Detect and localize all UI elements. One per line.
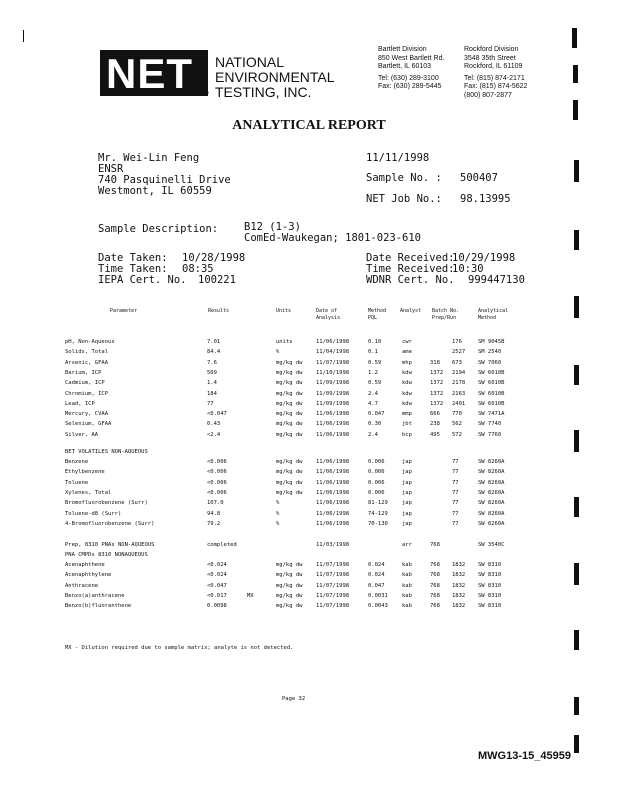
cell-parameter: Bromofluorobenzene (Surr)	[65, 500, 148, 507]
cell-pql: 81-129	[368, 500, 388, 507]
cell-method: SW 7060	[478, 359, 502, 366]
job-no: 98.13995	[460, 193, 511, 205]
cell-method: SW 8260A	[478, 479, 505, 486]
cell-method: SW 8310	[478, 572, 502, 579]
time-taken: 08:35	[182, 263, 214, 275]
cell-pql: 0.59	[368, 359, 382, 366]
cell-run: 77	[452, 510, 459, 517]
cell-analyst: jap	[402, 489, 412, 496]
cell-prep: 768	[430, 582, 440, 589]
cell-analyst: mhp	[402, 359, 412, 366]
client-city: Westmont, IL 60559	[98, 185, 212, 197]
cell-run: 2527	[452, 349, 466, 356]
cell-pql: 4.7	[368, 400, 378, 407]
cell-result: <0.006	[207, 489, 227, 496]
cell-result: <0.017	[207, 592, 227, 599]
cell-result: 77	[207, 400, 214, 407]
cell-prep: 1372	[430, 380, 444, 387]
cell-pql: 70-130	[368, 520, 388, 527]
document-id: MWG13-15_45959	[478, 750, 571, 762]
cell-run: 770	[452, 411, 462, 418]
col-analytical-method: Analytical Method	[478, 308, 509, 321]
date-received-label: Date Received:	[366, 252, 455, 264]
cell-pql: 0.006	[368, 479, 385, 486]
cell-prep: 1372	[430, 369, 444, 376]
pna-section-heading: PNA CMPDs 8310 NONAQUEOUS	[65, 552, 148, 558]
cell-result: 84.4	[207, 349, 221, 356]
cell-analyst: jap	[402, 469, 412, 476]
col-method-pql: Method PQL	[368, 308, 387, 321]
cell-analyst: kab	[402, 603, 412, 610]
cell-date: 11/07/1998	[316, 359, 350, 366]
cell-pql: 0.30	[368, 421, 382, 428]
cell-date: 11/09/1998	[316, 380, 350, 387]
cell-run: 2401	[452, 400, 466, 407]
cell-method: SM 2540	[478, 349, 502, 356]
cell-run: 1832	[452, 592, 466, 599]
cell-date: 11/06/1998	[316, 469, 350, 476]
sample-no-label: Sample No. :	[366, 172, 442, 184]
date-taken-label: Date Taken:	[98, 252, 168, 264]
cell-pql: 1.2	[368, 369, 378, 376]
cell-analyst: ame	[402, 349, 412, 356]
report-date: 11/11/1998	[366, 152, 430, 164]
footnote: MX - Dilution required due to sample matrix; analyte is not detected.	[65, 645, 294, 651]
cell-result: <0.006	[207, 459, 227, 465]
cell-units: mg/kg dw	[276, 469, 303, 476]
cell-date: 11/06/1998	[316, 339, 350, 345]
cell-run: 1832	[452, 562, 466, 568]
cell-pql: 0.1	[368, 349, 378, 356]
iepa-label: IEPA Cert. No.	[98, 274, 187, 286]
margin-mark	[574, 497, 579, 517]
cell-date: 11/09/1998	[316, 400, 350, 407]
cell-run: 673	[452, 359, 462, 366]
cell-prep: 318	[430, 359, 440, 366]
cell-units: mg/kg dw	[276, 421, 303, 428]
wdnr-cert: 999447130	[468, 274, 525, 286]
cell-analyst: kdw	[402, 400, 412, 407]
cell-method: SW 3540C	[478, 542, 505, 548]
margin-mark	[573, 65, 578, 83]
cell-date: 11/10/1998	[316, 369, 350, 376]
cell-analyst: mmp	[402, 411, 412, 418]
cell-units: mg/kg dw	[276, 489, 303, 496]
cell-units: mg/kg dw	[276, 390, 303, 397]
cell-parameter: Solids, Total	[65, 349, 109, 356]
cell-method: SW 7760	[478, 431, 502, 438]
corner-mark	[23, 30, 24, 42]
margin-mark	[574, 296, 579, 318]
cell-method: SW 8260A	[478, 510, 505, 517]
cell-run: 77	[452, 479, 459, 486]
cell-date: 11/06/1998	[316, 431, 350, 438]
cell-analyst: kab	[402, 582, 412, 589]
time-taken-label: Time Taken:	[98, 263, 168, 275]
iepa-cert: 100221	[198, 274, 236, 286]
cell-analyst: bcp	[402, 431, 412, 438]
cell-run: 562	[452, 421, 462, 428]
cell-analyst: kab	[402, 562, 412, 568]
cell-units: %	[276, 500, 280, 507]
cell-parameter: Toluene	[65, 479, 89, 486]
cell-run: 77	[452, 500, 459, 507]
cell-pql: 2.4	[368, 431, 378, 438]
cell-prep: 1372	[430, 400, 444, 407]
cell-prep: 1372	[430, 390, 444, 397]
cell-parameter: Mercury, CVAA	[65, 411, 109, 418]
cell-method: SW 8260A	[478, 500, 505, 507]
cell-units: mg/kg dw	[276, 459, 303, 465]
cell-units: mg/kg dw	[276, 479, 303, 486]
cell-pql: 0.024	[368, 572, 385, 579]
cell-parameter: Selenium, GFAA	[65, 421, 112, 428]
cell-units: mg/kg dw	[276, 411, 303, 418]
cell-parameter: Xylenes, Total	[65, 489, 112, 496]
cell-analyst: kab	[402, 592, 412, 599]
cell-date: 11/06/1998	[316, 459, 350, 465]
cell-parameter: Chromium, ICP	[65, 390, 109, 397]
cell-prep: 768	[430, 572, 440, 579]
cell-date: 11/06/1998	[316, 421, 350, 428]
col-results: Results	[208, 308, 230, 314]
cell-parameter: pH, Non-Aqueous	[65, 339, 115, 345]
cell-pql: 0.047	[368, 411, 385, 418]
cell-units: mg/kg dw	[276, 572, 303, 579]
cell-prep: 666	[430, 411, 440, 418]
cell-analyst: cwr	[402, 339, 412, 345]
col-analyst: Analyst	[400, 308, 422, 314]
cell-analyst: kdw	[402, 390, 412, 397]
cell-analyst: kab	[402, 572, 412, 579]
client-name: Mr. Wei-Lin Feng	[98, 152, 200, 164]
cell-pql: 2.4	[368, 390, 378, 397]
cell-method: SM 9045B	[478, 339, 505, 345]
cell-analyst: jap	[402, 459, 412, 465]
cell-parameter: Prep, 8310 PNAs NON-AQUEOUS	[65, 542, 155, 548]
cell-units: mg/kg dw	[276, 359, 303, 366]
cell-analyst: jap	[402, 479, 412, 486]
cell-parameter: Toluene-d8 (Surr)	[65, 510, 122, 517]
cell-result: <0.006	[207, 479, 227, 486]
sample-desc-line2: ComEd-Waukegan; 1801-023-610	[244, 232, 422, 244]
bartlett-division: Bartlett Division 850 West Bartlett Rd. Bartlett, IL 60103 Tel: (630) 289-3100 Fax: (630) 289-5445	[378, 46, 445, 90]
cell-parameter: 4-Bromofluorobenzene (Surr)	[65, 520, 155, 527]
cell-date: 11/06/1998	[316, 520, 350, 527]
sample-no: 500407	[460, 172, 498, 184]
cell-date: 11/06/1998	[316, 489, 350, 496]
cell-units: mg/kg dw	[276, 400, 303, 407]
cell-result: 509	[207, 369, 217, 376]
margin-mark	[574, 630, 579, 650]
cell-units: mg/kg dw	[276, 380, 303, 387]
margin-mark	[574, 563, 579, 585]
client-street: 740 Pasquinelli Drive	[98, 174, 231, 186]
cell-parameter: Benzo(a)anthracene	[65, 592, 125, 599]
cell-result: 0.43	[207, 421, 221, 428]
cell-date: 11/06/1998	[316, 500, 350, 507]
cell-analyst: jap	[402, 500, 412, 507]
cell-result: <2.4	[207, 431, 221, 438]
cell-method: SW 8310	[478, 562, 502, 568]
cell-method: SW 6010B	[478, 390, 505, 397]
margin-mark	[574, 430, 579, 452]
cell-units: %	[276, 520, 280, 527]
col-date-of-analysis: Date of Analysis	[316, 308, 341, 321]
cell-units: mg/kg dw	[276, 369, 303, 376]
cell-parameter: Anthracene	[65, 582, 99, 589]
cell-analyst: jbt	[402, 421, 412, 428]
cell-units: mg/kg dw	[276, 562, 303, 568]
cell-date: 11/07/1998	[316, 603, 350, 610]
cell-analyst: arr	[402, 542, 412, 548]
cell-result: 94.8	[207, 510, 221, 517]
cell-parameter: Cadmium, ICP	[65, 380, 105, 387]
cell-parameter: Silver, AA	[65, 431, 99, 438]
cell-units: units	[276, 339, 293, 345]
cell-method: SW 8260A	[478, 520, 505, 527]
logo-text: NET	[106, 50, 193, 97]
cell-parameter: Acenaphthylene	[65, 572, 112, 579]
cell-date: 11/06/1998	[316, 510, 350, 517]
cell-parameter: Benzene	[65, 459, 89, 465]
col-batch-no: Batch No. Prep/Run	[432, 308, 460, 321]
cell-result: completed	[207, 542, 237, 548]
cell-date: 11/07/1998	[316, 592, 350, 599]
cell-date: 11/07/1998	[316, 572, 350, 579]
cell-result: <0.047	[207, 411, 227, 418]
margin-mark	[572, 28, 577, 48]
cell-pql: 0.047	[368, 582, 385, 589]
cell-parameter: Ethylbenzene	[65, 469, 105, 476]
cell-result: 184	[207, 390, 217, 397]
cell-run: 2194	[452, 369, 466, 376]
cell-method: SW 8310	[478, 592, 502, 599]
date-taken: 10/28/1998	[182, 252, 246, 264]
cell-units: mg/kg dw	[276, 431, 303, 438]
cell-date: 11/06/1998	[316, 479, 350, 486]
cell-method: SW 8260A	[478, 469, 505, 476]
cell-result: 107.0	[207, 500, 224, 507]
company-name: NATIONAL ENVIRONMENTAL TESTING, INC.	[215, 54, 335, 100]
margin-mark	[573, 100, 578, 120]
cell-parameter: Acenaphthene	[65, 562, 105, 568]
cell-prep: 768	[430, 603, 440, 610]
cell-run: 2163	[452, 390, 466, 397]
cell-result: 79.2	[207, 520, 221, 527]
cell-method: SW 6010B	[478, 400, 505, 407]
cell-units: mg/kg dw	[276, 603, 303, 610]
margin-mark	[574, 160, 579, 182]
page-number: Page 32	[282, 696, 306, 702]
cell-parameter: Benzo(b)fluoranthene	[65, 603, 132, 610]
cell-result: <0.006	[207, 469, 227, 476]
cell-run: 2178	[452, 380, 466, 387]
cell-analyst: jap	[402, 520, 412, 527]
cell-run: 572	[452, 431, 462, 438]
cell-analyst: jap	[402, 510, 412, 517]
cell-method: SW 8310	[478, 603, 502, 610]
cell-pql: 0.59	[368, 380, 382, 387]
cell-run: 77	[452, 469, 459, 476]
date-received: 10/29/1998	[452, 252, 516, 264]
cell-parameter: Barium, ICP	[65, 369, 102, 376]
cell-pql: 0.10	[368, 339, 382, 345]
cell-result: 7.6	[207, 359, 217, 366]
registered-mark: ®	[202, 88, 209, 98]
cell-run: 77	[452, 489, 459, 496]
cell-parameter: Arsenic, GFAA	[65, 359, 109, 366]
cell-run: 1832	[452, 582, 466, 589]
cell-run: 77	[452, 459, 459, 465]
time-received: 10:30	[452, 263, 484, 275]
cell-prep: 768	[430, 542, 440, 548]
col-parameter: Parameter	[110, 308, 138, 314]
cell-result: 7.01	[207, 339, 221, 345]
cell-result: <0.024	[207, 572, 227, 579]
cell-date: 11/06/1998	[316, 411, 350, 418]
cell-method: SW 7740	[478, 421, 502, 428]
cell-pql: 0.0031	[368, 592, 388, 599]
sample-desc-line1: B12 (1-3)	[244, 221, 301, 233]
cell-pql: 0.006	[368, 459, 385, 465]
cell-result: 1.4	[207, 380, 217, 387]
cell-run: 176	[452, 339, 462, 345]
cell-run: 1832	[452, 572, 466, 579]
net-logo	[100, 50, 208, 96]
cell-analyst: kdw	[402, 380, 412, 387]
cell-pql: 0.0043	[368, 603, 388, 610]
cell-date: 11/04/1998	[316, 349, 350, 356]
rockford-division: Rockford Division 3548 35th Street Rockford, IL 61109 Tel: (815) 874-2171 Fax: (815) 874-5622 (800) 807-2877	[464, 46, 528, 99]
cell-method: SW 8260A	[478, 489, 505, 496]
col-units: Units	[276, 308, 292, 314]
cell-analyst: kdw	[402, 369, 412, 376]
cell-date: 11/09/1998	[316, 390, 350, 397]
margin-mark	[574, 697, 579, 715]
cell-prep: 768	[430, 562, 440, 568]
wdnr-label: WDNR Cert. No.	[366, 274, 455, 286]
cell-method: SW 6010B	[478, 369, 505, 376]
cell-pql: 0.006	[368, 489, 385, 496]
report-title: ANALYTICAL REPORT	[232, 118, 386, 133]
cell-pql: 0.006	[368, 469, 385, 476]
cell-method: SW 8310	[478, 582, 502, 589]
time-received-label: Time Received:	[366, 263, 455, 275]
bet-section-heading: BET VOLATILES NON-AQUEOUS	[65, 449, 148, 455]
cell-units: mg/kg dw	[276, 592, 303, 599]
cell-run: 1832	[452, 603, 466, 610]
cell-units: %	[276, 349, 280, 356]
cell-prep: 238	[430, 421, 440, 428]
cell-date: 11/07/1998	[316, 562, 350, 568]
cell-flag: MX	[247, 592, 254, 599]
job-no-label: NET Job No.:	[366, 193, 442, 205]
cell-result: <0.047	[207, 582, 227, 589]
margin-mark	[574, 230, 579, 250]
cell-prep: 768	[430, 592, 440, 599]
margin-mark	[574, 735, 579, 753]
cell-date: 11/03/1998	[316, 542, 350, 548]
cell-result: <0.024	[207, 562, 227, 568]
cell-result: 0.0098	[207, 603, 227, 610]
sample-desc-label: Sample Description:	[98, 223, 219, 235]
cell-pql: 74-129	[368, 510, 388, 517]
cell-prep: 495	[430, 431, 440, 438]
cell-parameter: Lead, ICP	[65, 400, 95, 407]
cell-run: 77	[452, 520, 459, 527]
cell-units: mg/kg dw	[276, 582, 303, 589]
cell-date: 11/07/1998	[316, 582, 350, 589]
cell-method: SW 8260A	[478, 459, 505, 465]
cell-units: %	[276, 510, 280, 517]
cell-method: SW 7471A	[478, 411, 505, 418]
margin-mark	[574, 365, 579, 385]
cell-method: SW 6010B	[478, 380, 505, 387]
client-company: ENSR	[98, 163, 124, 175]
cell-pql: 0.024	[368, 562, 385, 568]
